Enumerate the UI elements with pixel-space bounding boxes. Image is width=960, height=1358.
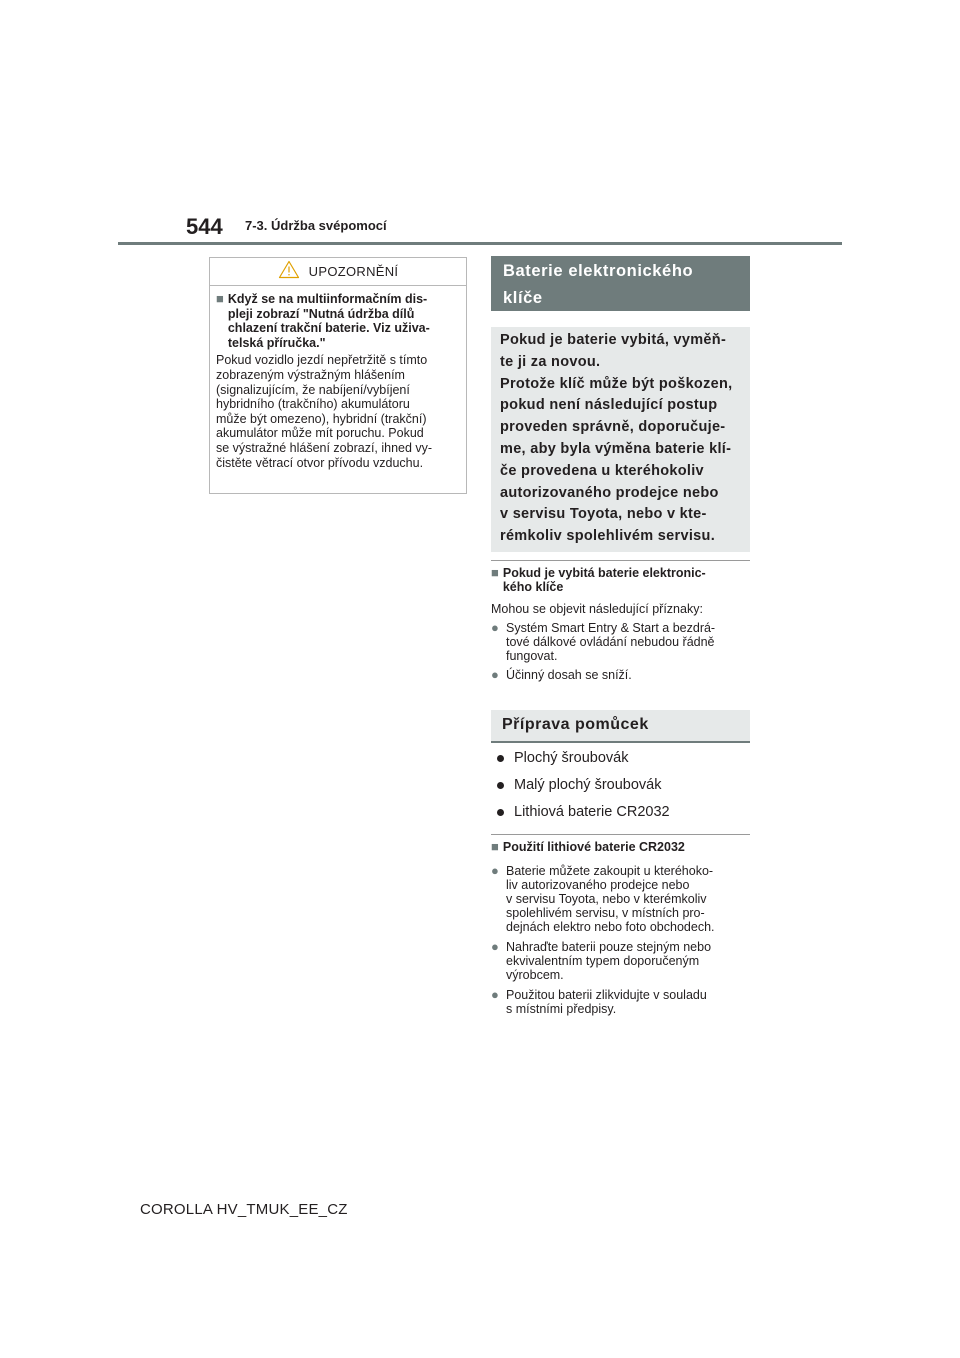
list-item xyxy=(491,799,750,826)
note-line: Protože klíč může být poškozen, xyxy=(500,375,733,392)
circle-bullet-icon: ● xyxy=(491,620,499,635)
list-item-line: dejnách elektro nebo foto obchodech. xyxy=(506,920,715,934)
caution-subheading-line: chlazení trakční baterie. Viz uživa- xyxy=(227,321,430,336)
caution-text-line: se výstražné hlášení zobrazí, ihned vy- xyxy=(216,440,433,455)
square-bullet-icon: ■ xyxy=(216,291,224,306)
caution-body xyxy=(210,286,466,470)
caution-title: UPOZORNĚNÍ xyxy=(308,264,399,279)
note-line: proveden správně, doporučuje- xyxy=(500,419,726,436)
list-item-line: Nahraďte baterii pouze stejným nebo xyxy=(506,940,712,954)
list-item-line: s místními předpisy. xyxy=(506,1002,617,1016)
note-line: pokud není následující postup xyxy=(500,397,718,414)
list-item-line: spolehlivém servisu, v místních pro- xyxy=(506,906,705,920)
caution-header xyxy=(210,258,466,286)
warning-triangle-icon xyxy=(278,260,300,284)
note-line: če provedena u kteréhokoliv xyxy=(500,462,704,479)
tools-list xyxy=(491,745,750,826)
lithium-subheading xyxy=(491,834,750,855)
caution-subheading-line: Když se na multiinformačním dis- xyxy=(227,292,428,306)
list-item-line: Použitou baterii zlikvidujte v souladu xyxy=(506,988,707,1002)
circle-bullet-icon: ● xyxy=(491,939,499,954)
note-line: rémkoliv spolehlivém servisu. xyxy=(500,528,716,545)
list-item-line: Účinný dosah se sníží. xyxy=(506,668,632,682)
bullet-dot-icon xyxy=(497,755,504,762)
note-line: autorizovaného prodejce nebo xyxy=(500,484,719,501)
square-bullet-icon: ■ xyxy=(491,839,499,854)
list-item xyxy=(491,864,750,934)
caution-text-line: hybridního (trakčního) akumulátoru xyxy=(216,397,410,412)
battery-heading-line: Baterie elektronického xyxy=(503,262,694,280)
list-item-line: Systém Smart Entry & Start a bezdrá- xyxy=(506,621,716,635)
note-line: me, aby byla výměna baterie klí- xyxy=(500,440,732,457)
bullet-dot-icon xyxy=(497,782,504,789)
circle-bullet-icon: ● xyxy=(491,667,499,682)
tool-label: Plochý šroubovák xyxy=(514,750,629,766)
caution-text-line: zobrazeným výstražným hlášením xyxy=(216,367,405,382)
subheading-line: Pokud je vybitá baterie elektronic- xyxy=(502,566,706,580)
caution-text xyxy=(216,353,461,470)
footer-model-code: COROLLA HV_TMUK_EE_CZ xyxy=(140,1201,348,1218)
section-title: 7-3. Údržba svépomocí xyxy=(245,218,387,233)
caution-text-line: Pokud vozidlo jezdí nepřetržitě s tímto xyxy=(216,353,428,368)
caution-text-line: akumulátor může mít poruchu. Pokud xyxy=(216,426,424,441)
circle-bullet-icon: ● xyxy=(491,987,499,1002)
list-item-line: tové dálkové ovládání nebudou řádně xyxy=(506,635,715,649)
list-item xyxy=(491,772,750,799)
tool-label: Malý plochý šroubovák xyxy=(514,777,662,793)
note-line: Pokud je baterie vybitá, vyměň- xyxy=(500,332,727,348)
caution-subheading-line: pleji zobrazí "Nutná údržba dílů xyxy=(227,306,415,321)
page-number: 544 xyxy=(186,214,223,239)
square-bullet-icon: ■ xyxy=(491,565,499,580)
note-line: v servisu Toyota, nebo v kte- xyxy=(500,506,707,523)
list-item-line: liv autorizovaného prodejce nebo xyxy=(506,878,690,892)
symptom-list xyxy=(491,621,750,682)
bullet-dot-icon xyxy=(497,809,504,816)
tools-heading: Příprava pomůcek xyxy=(491,710,750,743)
battery-heading xyxy=(491,256,750,311)
caution-subheading xyxy=(216,292,461,350)
list-item-line: fungovat. xyxy=(506,649,558,663)
caution-subheading-line: telská příručka." xyxy=(227,335,326,350)
list-item xyxy=(491,988,750,1016)
header-rule xyxy=(118,242,842,245)
list-item xyxy=(491,621,750,663)
battery-note-box xyxy=(491,327,750,552)
list-item xyxy=(491,745,750,772)
circle-bullet-icon: ● xyxy=(491,863,499,878)
symptoms-intro: Mohou se objevit následující příznaky: xyxy=(491,602,703,616)
caution-text-line: může být omezeno), hybridní (trakční) xyxy=(216,411,427,426)
list-item-line: v servisu Toyota, nebo v kterémkoliv xyxy=(506,892,707,906)
subheading-line: Použití lithiové baterie CR2032 xyxy=(502,840,685,854)
battery-heading-line: klíče xyxy=(503,289,543,307)
tool-label: Lithiová baterie CR2032 xyxy=(514,804,670,820)
note-line: te ji za novou. xyxy=(500,353,601,370)
caution-text-line: (signalizujícím, že nabíjení/vybíjení xyxy=(216,382,410,397)
list-item-line: ekvivalentním typem doporučeným xyxy=(506,954,700,968)
list-item-line: výrobcem. xyxy=(506,968,564,982)
lithium-list xyxy=(491,864,750,1016)
subheading-line: kého klíče xyxy=(502,580,564,594)
list-item xyxy=(491,940,750,982)
list-item xyxy=(491,668,750,682)
dead-battery-subheading xyxy=(491,560,750,594)
caution-text-line: čistěte větrací otvor přívodu vzduchu. xyxy=(216,455,424,470)
caution-box xyxy=(209,257,467,494)
list-item-line: Baterie můžete zakoupit u kteréhoko- xyxy=(506,864,714,878)
